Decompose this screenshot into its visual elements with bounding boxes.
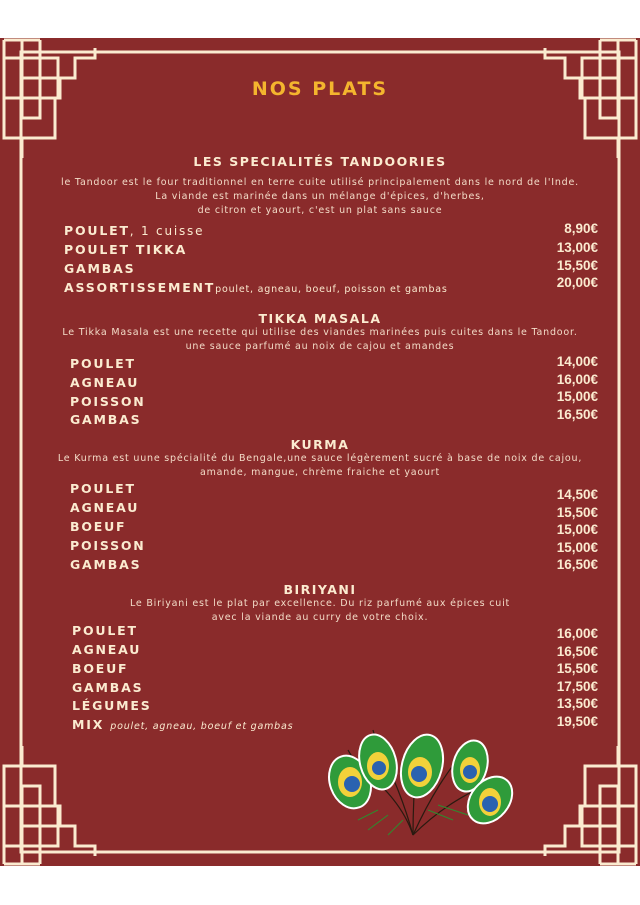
menu-item-price: 14,50€: [556, 487, 598, 502]
item-note: poulet, agneau, boeuf, poisson et gambas: [215, 284, 448, 295]
menu-item-price: 16,50€: [556, 407, 598, 422]
item-note: , 1 cuisse: [129, 224, 205, 238]
menu-item-price: 17,50€: [556, 679, 598, 694]
section-heading-biriyani: BIRIYANI: [283, 582, 357, 597]
section-heading-kurma: KURMA: [290, 437, 350, 452]
description-line: le Tandoor est le four traditionnel en terre cuite utilisé principalement dans le nord de l'Inde.: [61, 177, 579, 188]
menu-item-price: 13,50€: [556, 696, 598, 711]
menu-item-price: 13,00€: [556, 240, 598, 255]
menu-item-price: 16,00€: [556, 626, 598, 641]
menu-item-name: GAMBAS: [64, 261, 136, 276]
menu-item-price: 16,50€: [556, 644, 598, 659]
menu-item-name: BOEUF: [70, 519, 127, 534]
menu-item-name: POULET TIKKA: [64, 242, 188, 257]
section-heading-tandoori: LES SPECIALITÉS TANDOORIES: [193, 154, 447, 169]
menu-item-name: POULET: [70, 481, 136, 496]
menu-item-price: 15,00€: [556, 522, 598, 537]
menu-item-name: POULET, 1 cuisse: [64, 223, 205, 238]
menu-item-name: POULET: [72, 623, 138, 638]
menu-item-name: GAMBAS: [72, 680, 144, 695]
description-line: amande, mangue, chrème fraiche et yaourt: [199, 467, 441, 478]
section-description-biriyani: [0, 597, 640, 625]
menu-item-price: 16,50€: [556, 557, 598, 572]
menu-item-price: 8,90€: [564, 221, 598, 236]
description-line: Le Kurma est uune spécialité du Bengale,une sauce légèrement sucré à base de noix de cajou,: [57, 453, 583, 464]
section-description-kurma: [0, 452, 640, 480]
menu-item-price: 16,00€: [556, 372, 598, 387]
menu-item-name: GAMBAS: [70, 412, 142, 427]
peacock-feathers-illustration: [318, 670, 528, 840]
menu-item-price: 15,00€: [556, 389, 598, 404]
section-description-tandoori: [0, 176, 640, 218]
description-line: de citron et yaourt, c'est un plat sans sauce: [197, 205, 443, 216]
description-line: avec la viande au curry de votre choix.: [211, 612, 429, 623]
menu-item-name: AGNEAU: [70, 375, 140, 390]
menu-item-name: LÉGUMES: [72, 698, 152, 713]
menu-item-name: AGNEAU: [70, 500, 140, 515]
menu-item-price: 15,50€: [556, 258, 598, 273]
menu-item-name: BOEUF: [72, 661, 129, 676]
menu-item-price: 14,00€: [556, 354, 598, 369]
menu-item-name: GAMBAS: [70, 557, 142, 572]
description-line: Le Biriyani est le plat par excellence. Du riz parfumé aux épices cuit: [129, 598, 511, 609]
menu-item-price: 20,00€: [556, 275, 598, 290]
item-note: poulet, agneau, boeuf et gambas: [110, 721, 294, 732]
description-line: La viande est marinée dans un mélange d'épices, d'herbes,: [155, 191, 485, 202]
description-line: une sauce parfumé au noix de cajou et amandes: [185, 341, 455, 352]
menu-item-name: MIX poulet, agneau, boeuf et gambas: [72, 717, 294, 732]
section-description-tikka-masala: [0, 326, 640, 354]
menu-item-name: POULET: [70, 356, 136, 371]
menu-item-name: AGNEAU: [72, 642, 142, 657]
menu-item-name: POISSON: [70, 394, 146, 409]
section-heading-tikka-masala: TIKKA MASALA: [258, 311, 382, 326]
menu-item-name: POISSON: [70, 538, 146, 553]
menu-item-price: 19,50€: [556, 714, 598, 729]
menu-item-price: 15,50€: [556, 505, 598, 520]
description-line: Le Tikka Masala est une recette qui utilise des viandes marinées puis cuites dans le Tandoor.: [62, 327, 578, 338]
menu-item-price: 15,00€: [556, 540, 598, 555]
menu-item-name: ASSORTISSEMENTpoulet, agneau, boeuf, poisson et gambas: [64, 280, 448, 295]
page-title: NOS PLATS: [251, 78, 389, 100]
menu-item-price: 15,50€: [556, 661, 598, 676]
